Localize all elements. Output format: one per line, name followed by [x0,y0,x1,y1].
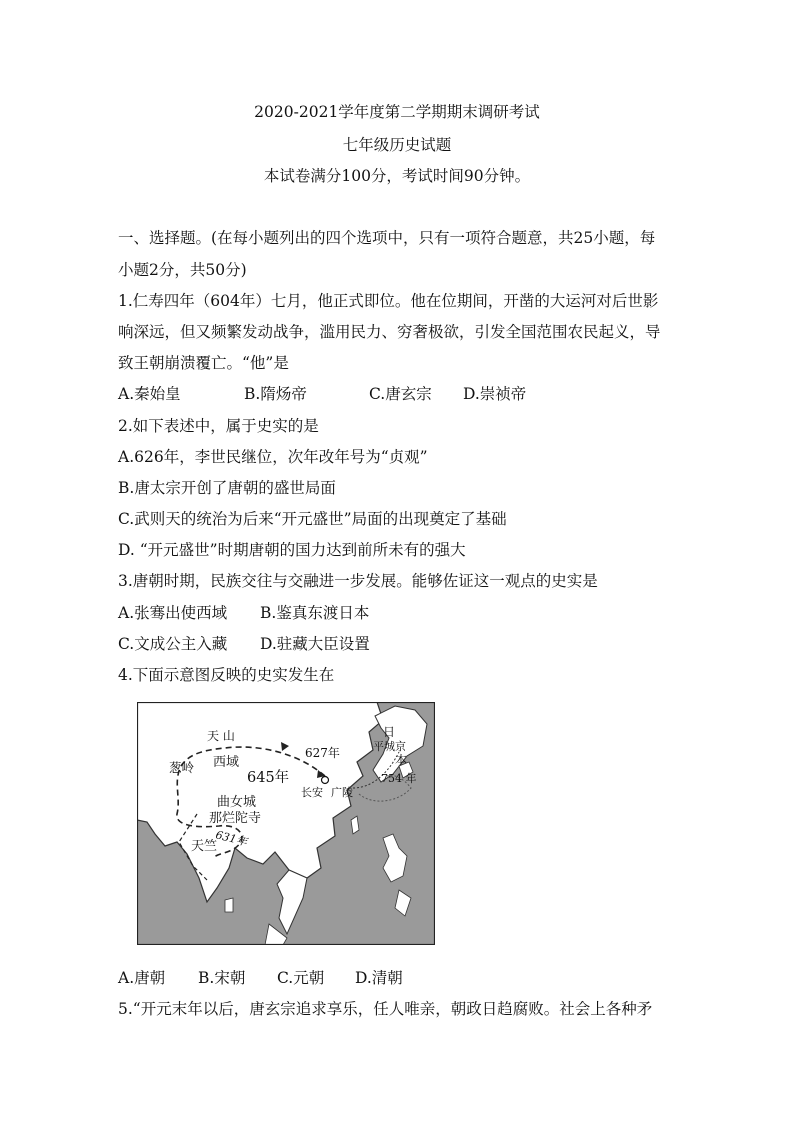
label-631: 631年 [214,828,249,849]
label-guangling: 广陵 [331,786,353,799]
q3-option-d: D.驻藏大臣设置 [260,635,370,653]
label-congling: 葱岭 [169,760,195,775]
q1-stem-line3: 致王朝崩溃覆亡。“他”是 [118,354,289,372]
label-627: 627年 [305,746,340,760]
label-japan-1: 日 [383,725,396,739]
q3-option-a: A.张骞出使西域 [118,604,228,622]
q2-option-d: D. “开元盛世”时期唐朝的国力达到前所未有的强大 [118,541,466,559]
label-xiyu: 西域 [213,755,240,770]
q4-option-c: C.元朝 [277,969,325,987]
q1-stem-line2: 响深远，但又频繁发动战争，滥用民力、穷奢极欲，引发全国范围农民起义，导 [118,323,661,341]
q1-option-a: A.秦始皇 [118,385,181,403]
q1-options [118,382,526,404]
label-tianzhu: 天竺 [191,839,218,854]
label-japan-2: 本 [395,753,408,767]
label-tianshan: 天 山 [207,729,235,743]
label-754: 754 年 [381,772,417,785]
q1-stem-line1: 1.仁寿四年（604年）七月，他正式即位。他在位期间，开凿的大运河对后世影 [118,292,659,310]
exam-title: 2020-2021学年度第二学期期末调研考试 [254,103,540,121]
q1-option-c: C.唐玄宗 [369,385,432,403]
q2-option-c: C.武则天的统治为后来“开元盛世”局面的出现奠定了基础 [118,510,507,528]
q2-option-a: A.626年，李世民继位，次年改年号为“贞观” [118,448,428,466]
q4-option-b: B.宋朝 [198,969,246,987]
q4-stem: 4.下面示意图反映的史实发生在 [118,666,335,684]
tang-route-map [137,702,435,945]
q4-option-d: D.清朝 [355,969,403,987]
exam-note: 本试卷满分100分，考试时间90分钟。 [263,167,531,185]
q3-options-row1 [118,601,369,623]
q4-option-a: A.唐朝 [118,969,166,987]
label-pingcheng: 平城京 [373,740,406,753]
q3-option-b: B.鉴真东渡日本 [260,604,370,622]
section-heading-line1: 一、选择题。(在每小题列出的四个选项中，只有一项符合题意，共25小题，每 [118,229,656,247]
map-figure [137,702,435,945]
q2-option-b: B.唐太宗开创了唐朝的盛世局面 [118,479,336,497]
q3-stem: 3.唐朝时期，民族交往与交融进一步发展。能够佐证这一观点的史实是 [118,572,598,590]
q5-stem-line1: 5.“开元末年以后，唐玄宗追求享乐，任人唯亲，朝政日趋腐败。社会上各种矛 [118,1000,653,1018]
label-changan: 长安 [301,786,323,799]
label-645: 645年 [247,770,290,786]
srilanka-shape [225,898,233,912]
q4-options [118,966,403,988]
q1-option-d: D.崇祯帝 [463,385,527,403]
label-nalanda: 那烂陀寺 [209,811,262,826]
q3-option-c: C.文成公主入藏 [118,635,228,653]
q2-stem: 2.如下表述中，属于史实的是 [118,417,319,435]
changan-marker [322,777,329,784]
label-qunv: 曲女城 [217,795,257,810]
section-heading-line2: 小题2分，共50分) [118,261,247,279]
exam-subtitle: 七年级历史试题 [342,136,452,154]
q3-options-row2 [118,632,370,654]
q1-option-b: B.隋炀帝 [244,385,307,403]
